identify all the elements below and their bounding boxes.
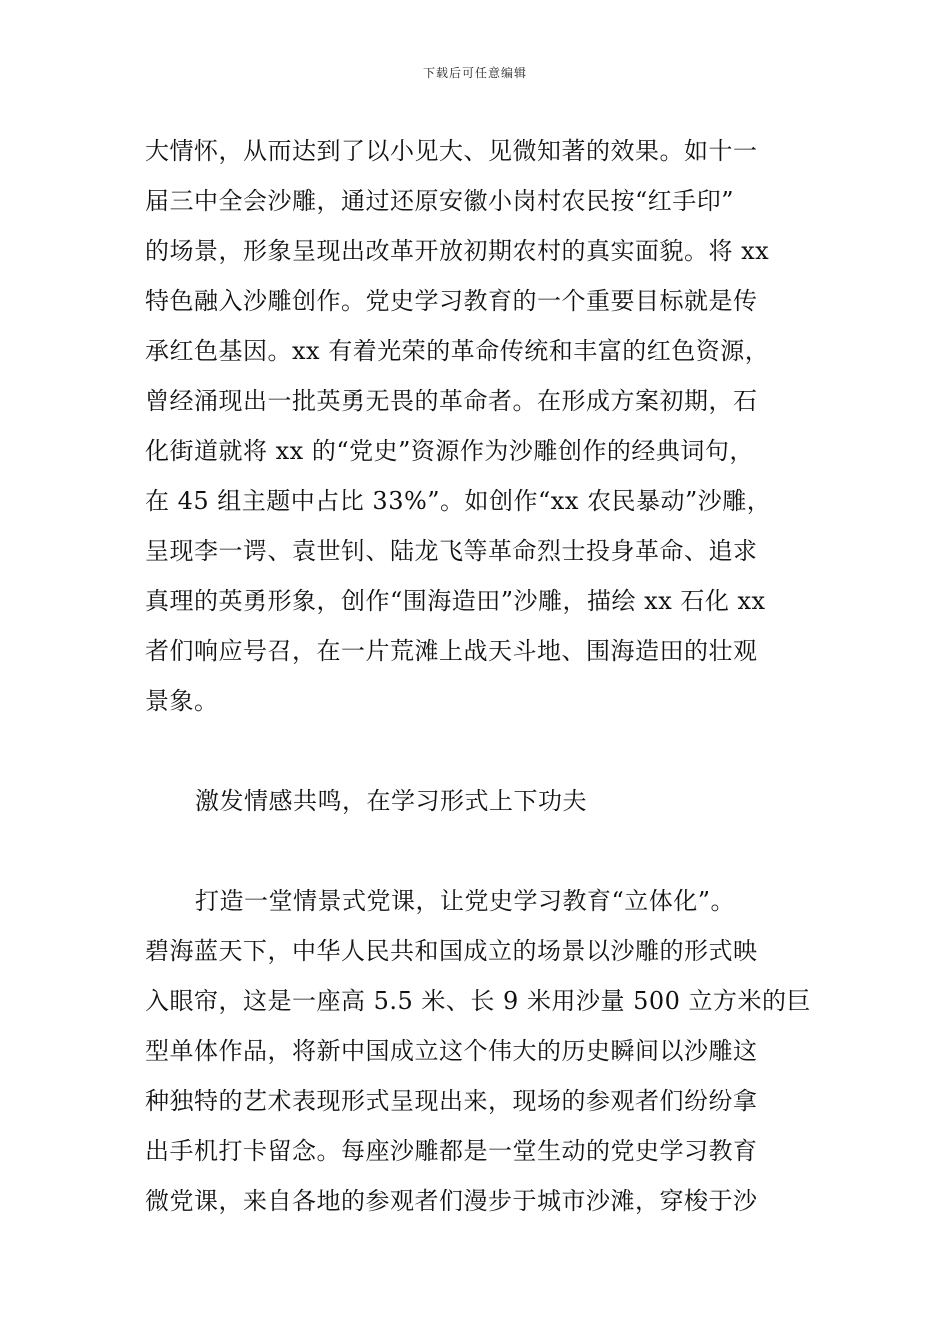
paragraph-1-line: 化街道就将 xx 的“党史”资源作为沙雕创作的经典词句， [145,437,754,465]
paragraph-1-line: 景象。 [145,687,219,715]
paragraph-1-line: 特色融入沙雕创作。党史学习教育的一个重要目标就是传 [145,287,758,315]
paragraph-2-line: 种独特的艺术表现形式呈现出来，现场的参观者们纷纷拿 [145,1087,758,1115]
paragraph-2-line: 型单体作品，将新中国成立这个伟大的历史瞬间以沙雕这 [145,1037,758,1065]
paragraph-1-line: 的场景，形象呈现出改革开放初期农村的真实面貌。将 xx [145,237,770,265]
paragraph-2-line: 打造一堂情景式党课，让党史学习教育“立体化”。 [195,887,736,915]
paragraph-1-line: 者们响应号召，在一片荒滩上战天斗地、围海造田的壮观 [145,637,758,665]
paragraph-1-line: 届三中全会沙雕，通过还原安徽小岗村农民按“红手印” [145,187,735,215]
paragraph-1-line: 承红色基因。xx 有着光荣的革命传统和丰富的红色资源， [145,337,770,365]
paragraph-1-line: 在 45 组主题中占比 33%”。如创作“xx 农民暴动”沙雕， [145,487,772,515]
paragraph-1-line: 曾经涌现出一批英勇无畏的革命者。在形成方案初期，石 [145,387,758,415]
paragraph-2-line: 出手机打卡留念。每座沙雕都是一堂生动的党史学习教育 [145,1137,758,1165]
paragraph-2-line: 入眼帘，这是一座高 5.5 米、长 9 米用沙量 500 立方米的巨 [145,987,812,1015]
paragraph-1-line: 呈现李一谔、袁世钊、陆龙飞等革命烈士投身革命、追求 [145,537,758,565]
paragraph-1-line: 真理的英勇形象，创作“围海造田”沙雕，描绘 xx 石化 xx [145,587,766,615]
section-heading: 激发情感共鸣，在学习形式上下功夫 [195,787,587,815]
paragraph-1-line: 大情怀，从而达到了以小见大、见微知著的效果。如十一 [145,137,758,165]
page-header-note: 下载后可任意编辑 [422,66,527,80]
paragraph-2-line: 碧海蓝天下，中华人民共和国成立的场景以沙雕的形式映 [145,937,758,965]
paragraph-2-line: 微党课，来自各地的参观者们漫步于城市沙滩，穿梭于沙 [145,1187,758,1215]
